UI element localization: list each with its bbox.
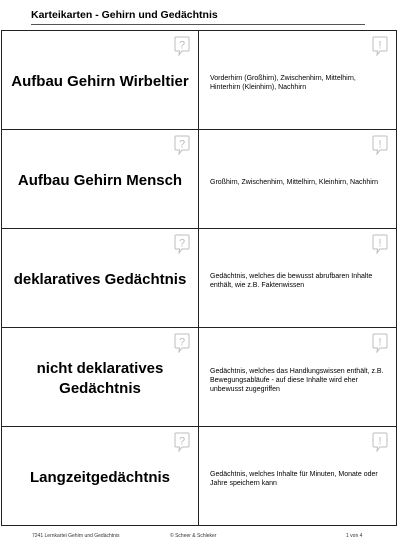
svg-text:?: ? (178, 435, 186, 448)
svg-text:?: ? (178, 336, 186, 349)
card-term: Aufbau Gehirn Mensch (17, 172, 183, 189)
footer-center: © Scheer & Schleker (170, 533, 217, 539)
card-term: deklaratives Gedächtnis (13, 271, 187, 288)
exclamation-bubble-icon (372, 333, 388, 353)
svg-text:?: ? (178, 138, 186, 151)
card-definition: Vorderhirn (Großhirn), Zwischenhirn, Mittelhirn, Hinterhirn (Kleinhirn), Nachhirn (210, 75, 356, 91)
card-term: nicht deklaratives Gedächtnis (36, 360, 164, 397)
svg-text:?: ? (178, 237, 186, 250)
flashcard-grid (1, 30, 397, 526)
svg-text:!: ! (378, 138, 382, 151)
svg-text:!: ! (378, 336, 382, 349)
card-definition: Gedächtnis, welches die bewusst abrufbaren Inhalte enthält, wie z.B. Faktenwissen (210, 273, 373, 289)
card-front (2, 229, 199, 327)
card-term: Aufbau Gehirn Wirbeltier (11, 73, 189, 90)
card-definition: Gedächtnis, welches Inhalte für Minuten, Monate oder Jahre speichern kann (210, 471, 378, 487)
footer-left: 7241 Lernkartei Gehirn und Gedächtnis (32, 533, 120, 539)
card-term: Langzeitgedächtnis (29, 469, 171, 486)
card-back (199, 229, 396, 327)
card-front (2, 427, 199, 525)
card-definition: Gedächtnis, welches das Handlungswissen enthält, z.B. Bewegungsabläufe - auf diese Inhalte wird eher unbewusst zugegriffen (210, 367, 384, 393)
question-bubble-icon (174, 36, 190, 56)
svg-text:!: ! (378, 435, 382, 448)
question-bubble-icon (174, 333, 190, 353)
svg-text:?: ? (178, 39, 186, 52)
flashcard-row (2, 229, 396, 328)
exclamation-bubble-icon (372, 36, 388, 56)
exclamation-bubble-icon (372, 135, 388, 155)
exclamation-bubble-icon (372, 234, 388, 254)
card-back (199, 31, 396, 129)
question-bubble-icon (174, 432, 190, 452)
card-back (199, 427, 396, 525)
svg-text:!: ! (378, 39, 382, 52)
flashcard-row (2, 427, 396, 525)
flashcard-row (2, 130, 396, 229)
footer-right: 1 von 4 (346, 533, 363, 539)
card-front (2, 130, 199, 228)
card-back (199, 130, 396, 228)
page-title: Karteikarten - Gehirn und Gedächtnis (31, 9, 218, 21)
title-underline (31, 24, 365, 25)
exclamation-bubble-icon (372, 432, 388, 452)
flashcard-row (2, 328, 396, 427)
card-front (2, 328, 199, 426)
question-bubble-icon (174, 234, 190, 254)
flashcard-row (2, 31, 396, 130)
card-definition: Großhirn, Zwischenhirn, Mittelhirn, Kleinhirn, Nachhirn (210, 178, 379, 186)
svg-text:!: ! (378, 237, 382, 250)
question-bubble-icon (174, 135, 190, 155)
card-front (2, 31, 199, 129)
card-back (199, 328, 396, 426)
